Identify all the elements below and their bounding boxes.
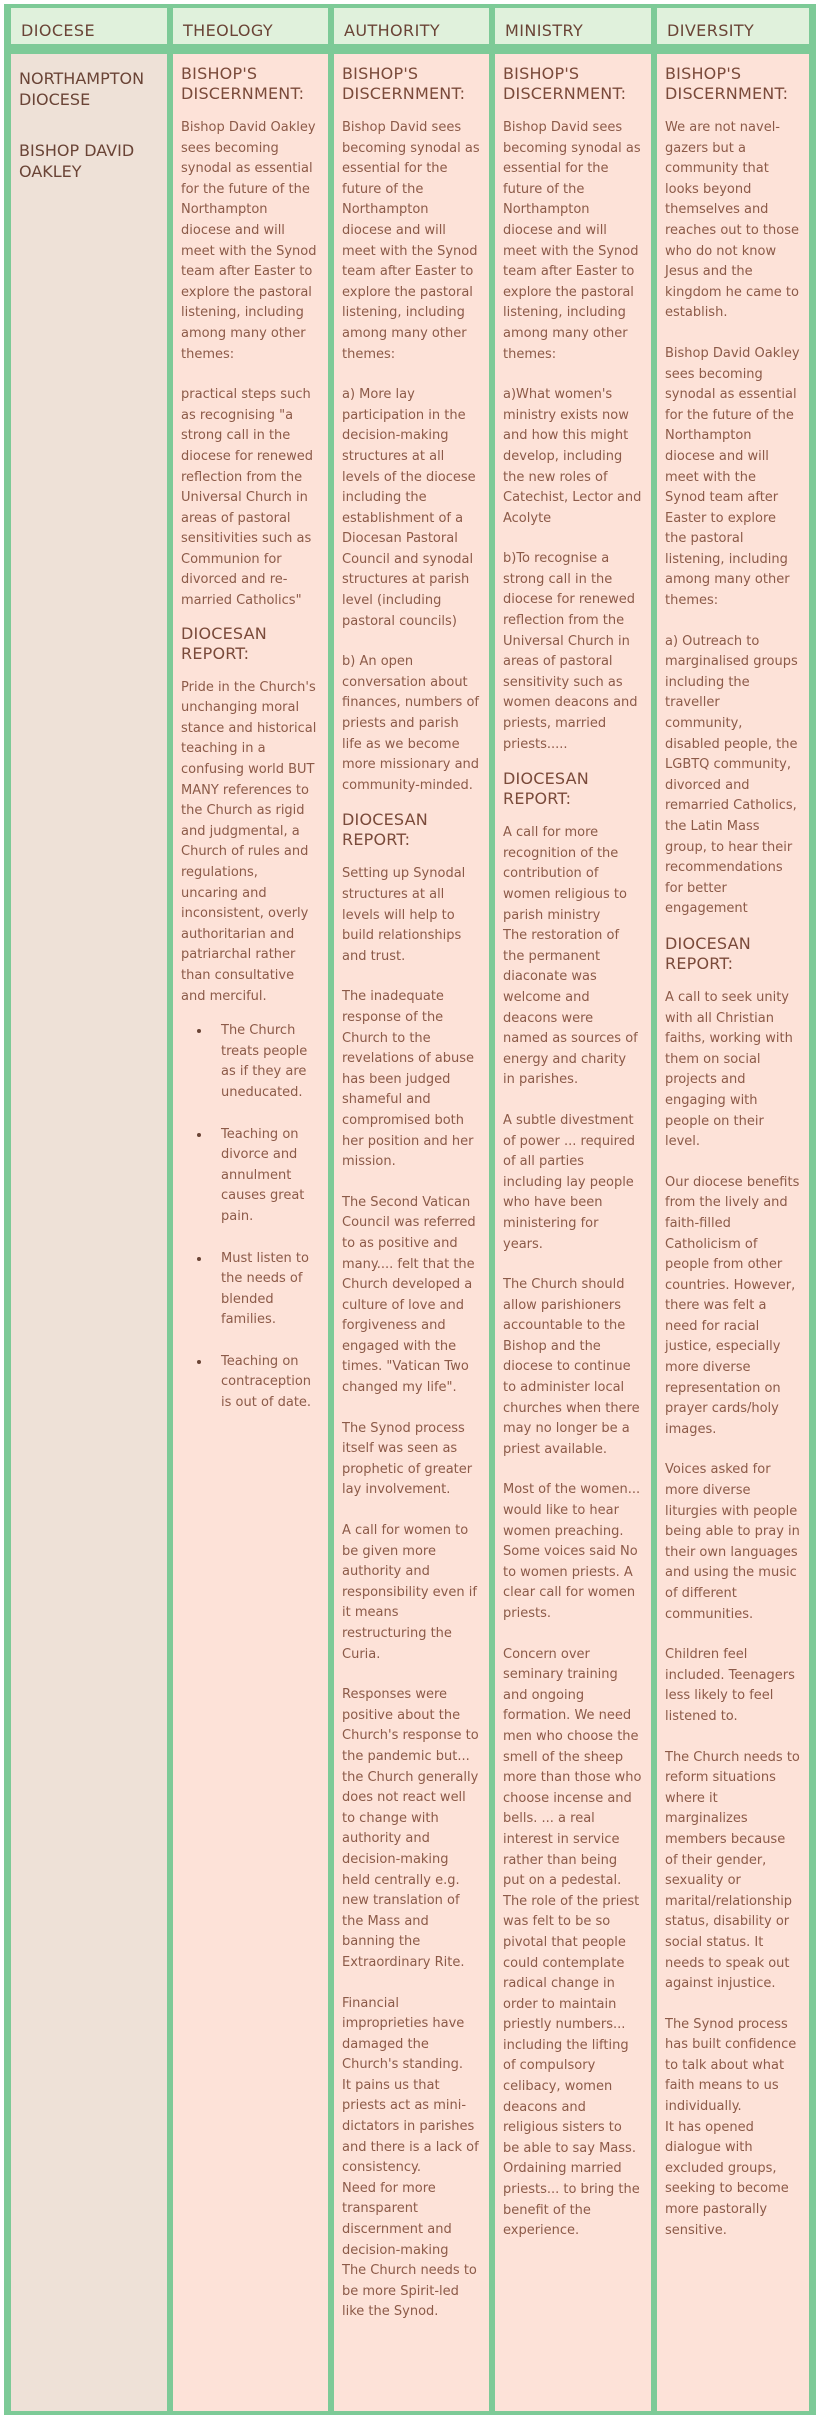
discernment-paragraph: Bishop David sees becoming synodal as essential for the future of the Northampton diocese and will meet with the Synod team after Easter to explore the pastoral listening, including among many other themes: xyxy=(503,120,641,362)
report-bullet: • Teaching on divorce and annulment causes great pain. xyxy=(211,1125,319,1228)
column-theology xyxy=(170,8,331,2411)
discernment-heading: BISHOP'S DISCERNMENT: xyxy=(342,64,466,103)
report-paragraph: The Church should allow parishioners accountable to the Bishop and the diocese to continue to administer local churches when there may no longer be a priest available. xyxy=(503,1277,640,1457)
report-heading: DIOCESAN REPORT: xyxy=(503,769,589,809)
bishop-name: BISHOP DAVID OAKLEY xyxy=(19,141,135,181)
report-heading: DIOCESAN REPORT: xyxy=(665,933,751,973)
theology-cell xyxy=(173,54,328,2411)
ministry-cell xyxy=(495,54,651,2411)
report-paragraph: Voices asked for more diverse liturgies with people being able to pray in their own languages and using the music of different communities. xyxy=(665,1462,800,1622)
discernment-paragraph: Bishop David Oakley sees becoming synodal as essential for the future of the Northampton diocese and will meet with the Synod team after Easter to explore the pastoral listening, including among many other themes: xyxy=(181,120,317,362)
report-paragraph: A call for women to be given more authority and responsibility even if it means restructuring the Curia. xyxy=(342,1523,477,1662)
report-heading: DIOCESAN REPORT: xyxy=(342,810,428,850)
report-paragraph: A call for more recognition of the contribution of women religious to parish ministry The restoration of the permanent diaconate was welcome and deacons were named as sources of energy and charity in parishes. xyxy=(503,825,638,1088)
column-ministry xyxy=(492,8,654,2411)
report-paragraph: Responses were positive about the Church's response to the pandemic but... the Church generally does not react well to change with authority and decision-making held centrally e.g. new translation of the Mass and banning the Extraordinary Rite. xyxy=(342,1687,479,1970)
report-paragraph: Our diocese benefits from the lively and faith-filled Catholicism of people from other countries. However, there was felt a need for racial justice, especially more diverse representation on prayer cards/holy images. xyxy=(665,1174,800,1437)
report-paragraph: Setting up Synodal structures at all levels will help to build relationships and trust. xyxy=(342,866,466,964)
report-paragraph: Children feel included. Teenagers less likely to feel listened to. xyxy=(665,1647,795,1724)
report-paragraph: A call to seek unity with all Christian faiths, working with them on social projects and engaging with people on their level. xyxy=(665,989,793,1150)
report-paragraph: A subtle divestment of power ... required of all parties including lay people who have been ministering for years. xyxy=(503,1112,635,1252)
column-header-ministry: MINISTRY xyxy=(495,8,651,48)
discernment-table xyxy=(4,4,816,2415)
discernment-paragraph: b)To recognise a strong call in the diocese for renewed reflection from the Universal Church in areas of pastoral sensitivity such as women deacons and priests, married priests..... xyxy=(503,551,638,752)
diversity-cell xyxy=(657,54,809,2411)
column-header-diversity: DIVERSITY xyxy=(657,8,809,48)
diocese-cell xyxy=(11,54,167,2411)
discernment-paragraph: a)What women's ministry exists now and how this might develop, including the new roles of Catechist, Lector and Acolyte xyxy=(503,387,642,526)
discernment-paragraph: Bishop David Oakley sees becoming synodal as essential for the future of the Northampton diocese and will meet with the Synod team after Easter to explore the pastoral listening, including among many other themes: xyxy=(665,345,800,609)
report-heading: DIOCESAN REPORT: xyxy=(181,623,267,663)
discernment-paragraph: practical steps such as recognising "a strong call in the diocese for renewed reflection from the Universal Church in areas of pastoral sensitivities such as Communion for divorced and re-married Catholics" xyxy=(181,387,314,609)
report-paragraph: The Synod process has built confidence to talk about what faith means to us individually. It has opened dialogue with excluded groups, seeking to become more pastorally sensitive. xyxy=(665,2016,797,2238)
authority-cell xyxy=(334,54,489,2411)
report-paragraph: Concern over seminary training and ongoing formation. We need men who choose the smell of the sheep more than those who choose incense and bells. ... a real interest in service rather than being put on a pedestal. The role of the priest was felt to be so pivotal that people could contemplate radical change in order to maintain priestly numbers... including the lifting of compulsory celibacy, women deacons and religious sisters to be able to say Mass. Ordaining married priests... to bring the benefit of the experience. xyxy=(503,1646,642,2239)
report-paragraph: The Synod process itself was seen as prophetic of greater lay involvement. xyxy=(342,1420,473,1498)
discernment-heading: BISHOP'S DISCERNMENT: xyxy=(665,64,789,103)
discernment-paragraph: We are not navel-gazers but a community that looks beyond themselves and reaches out to those who do not know Jesus and the kingdom he came to establish. xyxy=(665,120,799,321)
report-paragraph: The inadequate response of the Church to the revelations of abuse has been judged shameful and compromised both her position and her mission. xyxy=(342,989,475,1170)
column-diversity xyxy=(654,8,812,2411)
discernment-paragraph: Bishop David sees becoming synodal as essential for the future of the Northampton diocese and will meet with the Synod team after Easter to explore the pastoral listening, including among many other themes: xyxy=(342,120,480,362)
report-bullet: • Teaching on contraception is out of date. xyxy=(211,1352,319,1414)
column-header-authority: AUTHORITY xyxy=(334,8,489,48)
report-paragraph: The Church needs to reform situations where it marginalizes members because of their gender, sexuality or marital/relationship status, disability or social status. It needs to speak out against injustice. xyxy=(665,1749,800,1992)
discernment-paragraph: a) More lay participation in the decision-making structures at all levels of the diocese including the establishment of a Diocesan Pastoral Council and synodal structures at parish level (including pastoral councils) xyxy=(342,387,476,629)
column-diocese xyxy=(8,8,170,2411)
column-authority xyxy=(331,8,492,2411)
discernment-heading: BISHOP'S DISCERNMENT: xyxy=(503,64,627,103)
column-header-theology: THEOLOGY xyxy=(173,8,328,48)
report-bullet: • The Church treats people as if they are uneducated. xyxy=(211,1021,319,1103)
report-paragraph: The Second Vatican Council was referred to as positive and many.... felt that the Church developed a culture of love and forgiveness and engaged with the times. "Vatican Two changed my life". xyxy=(342,1194,476,1396)
report-paragraph: Pride in the Church's unchanging moral stance and historical teaching in a confusing world BUT MANY references to the Church as rigid and judgmental, a Church of rules and regulations, uncaring and inconsistent, overly authoritarian and patriarchal rather than consultative and merciful. xyxy=(181,679,317,1004)
discernment-heading: BISHOP'S DISCERNMENT: xyxy=(181,64,305,103)
discernment-paragraph: a) Outreach to marginalised groups including the traveller community, disabled people, the LGBTQ community, divorced and remarried Catholics, the Latin Mass group, to hear their recommendations for better engagement xyxy=(665,633,798,917)
report-paragraph: Financial improprieties have damaged the Church's standing. It pains us that priests act as mini-dictators in parishes and there is a lack of consistency. Need for more transparent discernment and decision-making The Church needs to be more Spirit-led like the Synod. xyxy=(342,1995,479,2320)
report-bullet-list xyxy=(181,1021,319,1414)
report-paragraph: Most of the women... would like to hear women preaching. Some voices said No to women priests. A clear call for women priests. xyxy=(503,1482,641,1621)
diocese-name: NORTHAMPTON DIOCESE xyxy=(19,69,145,109)
column-header-diocese: DIOCESE xyxy=(11,8,167,48)
report-bullet: • Must listen to the needs of blended families. xyxy=(211,1249,319,1331)
discernment-paragraph: b) An open conversation about finances, numbers of priests and parish life as we become more missionary and community-minded. xyxy=(342,654,480,793)
